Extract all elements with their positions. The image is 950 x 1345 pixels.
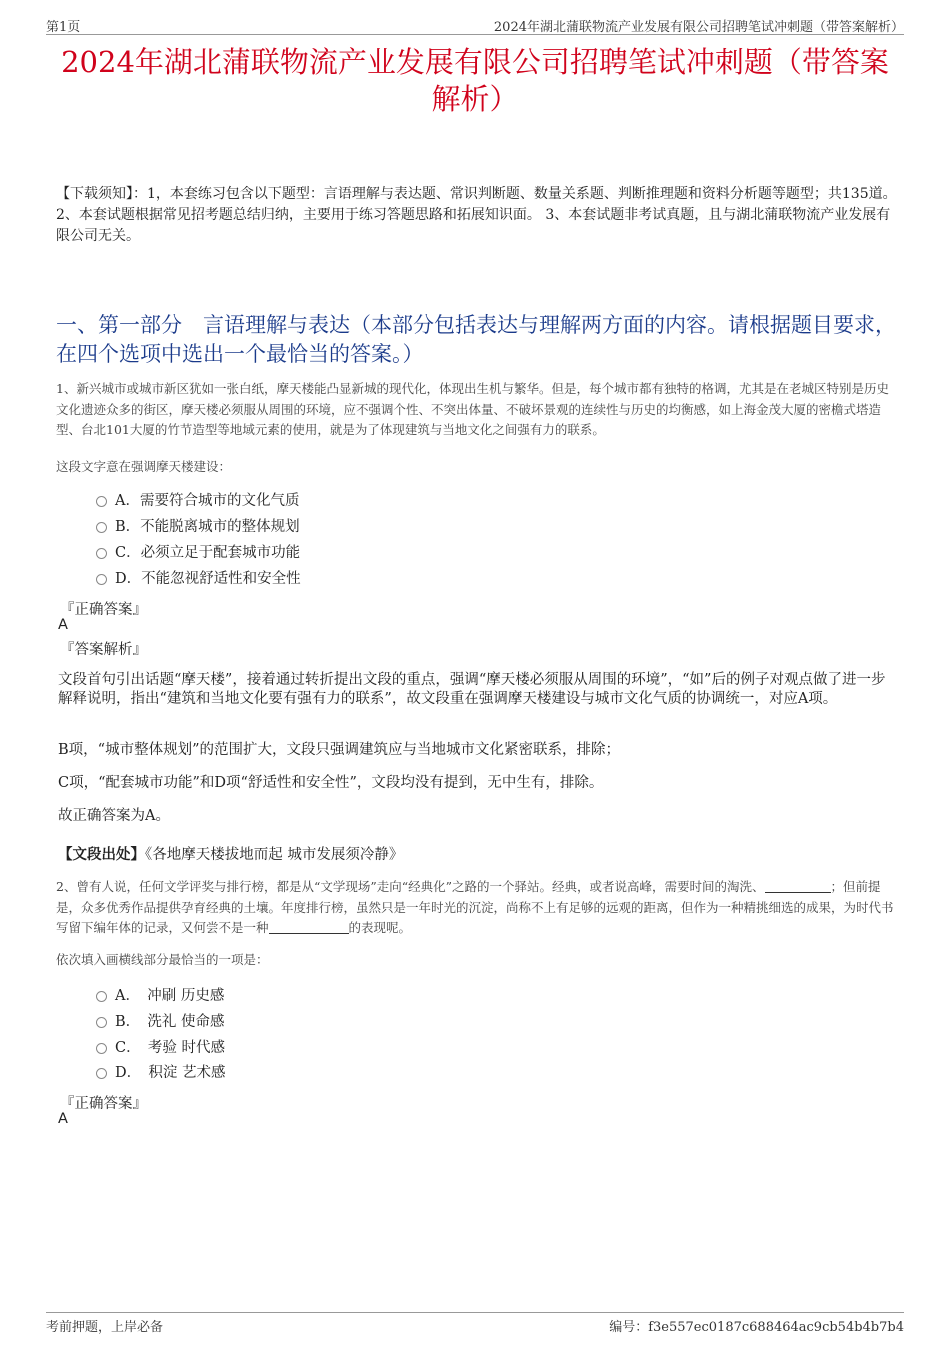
question-2-option-c[interactable]: C． 考验 时代感 bbox=[96, 1037, 225, 1059]
radio-icon[interactable] bbox=[96, 496, 107, 507]
radio-icon[interactable] bbox=[96, 522, 107, 533]
radio-icon[interactable] bbox=[96, 574, 107, 585]
question-1-analysis-label: 『答案解析』 bbox=[60, 642, 147, 658]
radio-icon[interactable] bbox=[96, 991, 107, 1002]
fill-blank-1[interactable] bbox=[765, 880, 831, 893]
page-number: 第1页 bbox=[46, 20, 81, 35]
question-2-option-a[interactable]: A． 冲刷 历史感 bbox=[96, 985, 224, 1007]
question-2-option-d[interactable]: D． 积淀 艺术感 bbox=[96, 1062, 225, 1084]
question-1-analysis-para: 文段首句引出话题“摩天楼”，接着通过转折提出文段的重点，强调“摩天楼必须服从周围的环境”，“如”后的例子对观点做了进一步解释说明，指出“建筑和当地文化要有强有力的联系”，故文段重在强调摩天楼建设与城市文化气质的协调统一，对应A项。 bbox=[58, 672, 886, 707]
radio-icon[interactable] bbox=[96, 1017, 107, 1028]
radio-icon[interactable] bbox=[96, 1068, 107, 1079]
question-1-analysis-para: 故正确答案为A。 bbox=[58, 808, 170, 824]
question-2-prompt: 依次填入画横线部分最恰当的一项是： bbox=[56, 952, 269, 967]
page-footer bbox=[46, 1312, 904, 1333]
question-2-option-b[interactable]: B． 洗礼 使命感 bbox=[96, 1011, 225, 1033]
question-1-answer-label: 『正确答案』 bbox=[60, 602, 147, 618]
question-1-option-b[interactable]: B．不能脱离城市的整体规划 bbox=[96, 516, 300, 538]
download-notice: 【下载须知】：1，本套练习包含以下题型：言语理解与表达题、常识判断题、数量关系题、判断推理题和资料分析题等题型；共135道。 2、本套试题根据常见招考题总结归纳，主要用于练习答题思路和拓展知识面。 3、本套试题非考试真题，且与湖北蒲联物流产业发展有限公司无关。 bbox=[56, 186, 897, 244]
question-1-analysis-para: C项，“配套城市功能”和D项“舒适性和安全性”，文段均没有提到，无中生有，排除。 bbox=[58, 775, 604, 791]
question-2-answer: A bbox=[58, 1111, 68, 1127]
footer-slogan: 考前押题，上岸必备 bbox=[46, 1320, 164, 1335]
header-doc-title: 2024年湖北蒲联物流产业发展有限公司招聘笔试冲刺题（带答案解析） bbox=[493, 20, 904, 35]
footer-doc-id: 编号：f3e557ec0187c688464ac9cb54b4b7b4 bbox=[609, 1320, 904, 1335]
question-1-option-c[interactable]: C．必须立足于配套城市功能 bbox=[96, 542, 300, 564]
question-1-option-d[interactable]: D．不能忽视舒适性和安全性 bbox=[96, 568, 301, 590]
fill-blank-2[interactable] bbox=[269, 921, 349, 934]
question-1-option-a[interactable]: A．需要符合城市的文化气质 bbox=[96, 490, 299, 512]
question-1-analysis-para: B项，“城市整体规划”的范围扩大，文段只强调建筑应与当地城市文化紧密联系，排除； bbox=[58, 742, 620, 758]
question-2-text: 2、曾有人说，任何文学评奖与排行榜，都是从“文学现场”走向“经典化”之路的一个驿站。经典，或者说高峰，需要时间的淘洗、 ；但前提是，众多优秀作品提供孕育经典的土壤。年度排行榜，虽然只是一年时光的沉淀，尚称不上有足够的远观的距离，但作为一种精挑细选的成果，为时代书写留下编年体的记录，又何尝不是一种 的表现呢。 bbox=[56, 879, 894, 935]
radio-icon[interactable] bbox=[96, 1043, 107, 1054]
question-2-answer-label: 『正确答案』 bbox=[60, 1096, 147, 1112]
document-title: 2024年湖北蒲联物流产业发展有限公司招聘笔试冲刺题（带答案解析） bbox=[61, 45, 889, 116]
page-header bbox=[46, 14, 904, 35]
question-1-source: 【文段出处】《各地摩天楼拔地而起 城市发展须冷静》 bbox=[58, 846, 404, 863]
question-1-text: 1、新兴城市或城市新区犹如一张白纸，摩天楼能凸显新城的现代化，体现出生机与繁华。但是，每个城市都有独特的格调，尤其是在老城区特别是历史文化遗迹众多的街区，摩天楼必须服从周围的环境，应不强调个性、不突出体量、不破坏景观的连续性与历史的均衡感，如上海金茂大厦的密檐式塔造型、台北101大厦的竹节造型等地域元素的使用，就是为了体现建筑与当地文化之间强有力的联系。 bbox=[56, 381, 889, 437]
radio-icon[interactable] bbox=[96, 548, 107, 559]
question-1-answer: A bbox=[58, 617, 68, 633]
question-1-prompt: 这段文字意在强调摩天楼建设： bbox=[56, 459, 232, 474]
section-heading: 一、第一部分 言语理解与表达（本部分包括表达与理解两方面的内容。请根据题目要求，在四个选项中选出一个最恰当的答案。） bbox=[56, 313, 896, 366]
